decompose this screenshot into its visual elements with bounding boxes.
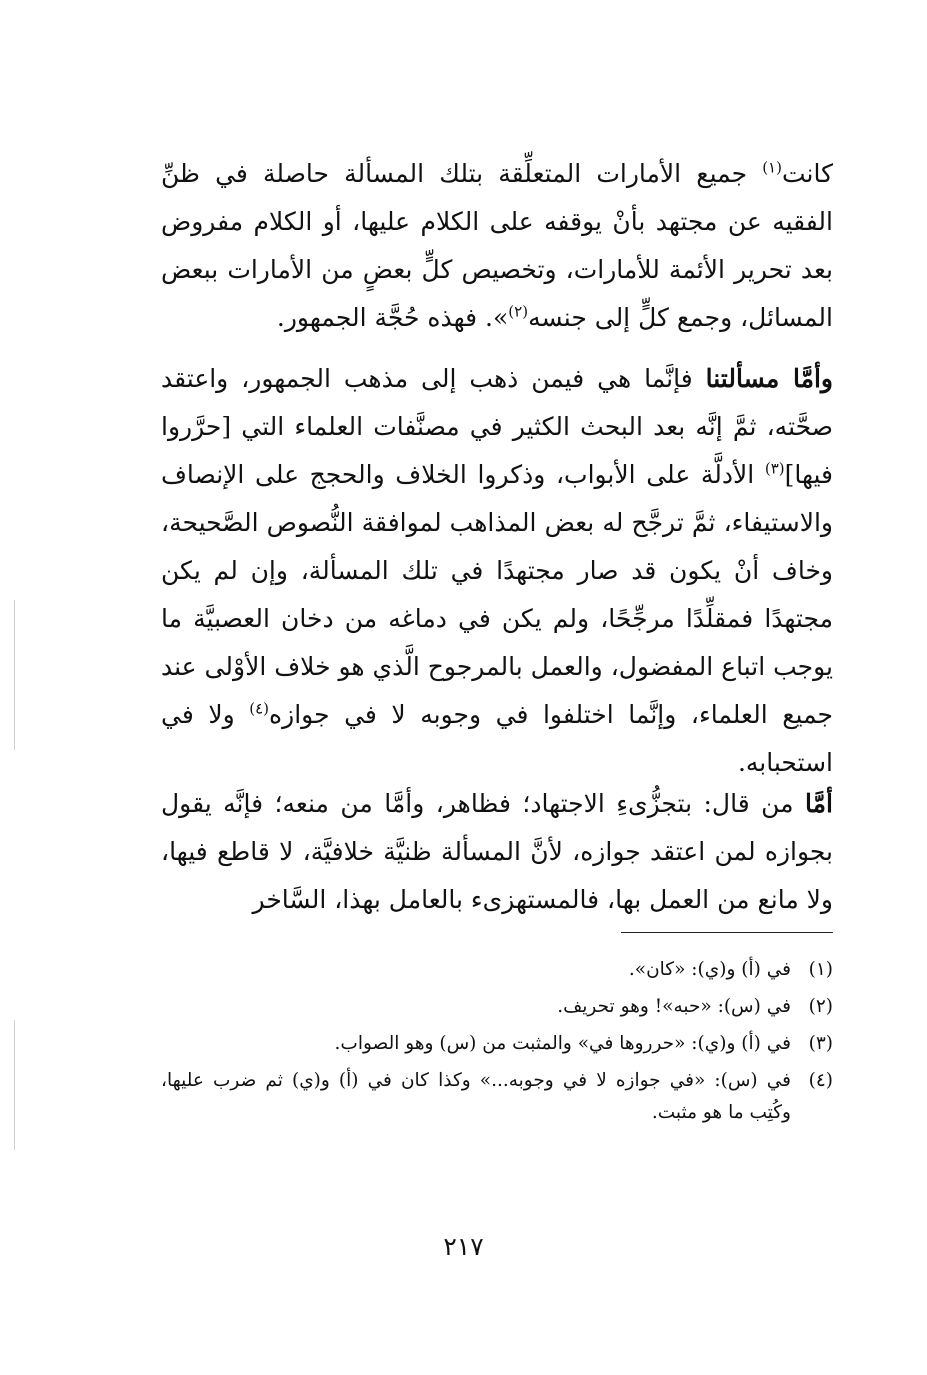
paragraph-lead: وأمَّا مسألتنا: [705, 364, 833, 393]
footnote-text: في (أ) و(ي): «حرروها في» والمثبت من (س) وهو الصواب.: [334, 1033, 791, 1054]
paragraph-text: جميع الأمارات المتعلِّقة بتلك المسألة حاصلة في ظنِّ الفقيه عن مجتهد بأنْ يوقفه على الكلام عليها، أو الكلام مفروض بعد تحرير الأئمة للأمارات، وتخصيص كلٍّ بعضٍ من الأمارات ببعض المسائل، وجمع كلٍّ إلى جنسه: [161, 159, 833, 332]
paragraph-text: فإنَّما هي فيمن ذهب إلى مذهب الجمهور، واعتقد صحَّته، ثمَّ إنَّه بعد البحث الكثير في مصنَّفات العلماء التي [حرَّروا فيها]: [161, 364, 833, 489]
footnote-ref-3: (٣): [764, 459, 785, 478]
footnote-item: [161, 1028, 833, 1060]
footnote-number: (٢): [808, 996, 833, 1017]
paragraph-text: الأدلَّة على الأبواب، وذكروا الخلاف والحجج على الإنصاف والاستيفاء، ثمَّ ترجَّح له بعض المذاهب لموافقة النُّصوص الصَّحيحة، وخاف أنْ يكون قد صار مجتهدًا في تلك المسألة، وإن لم يكن مجتهدًا فمقلِّدًا مرجِّحًا، ولم يكن في دماغه من دخان العصبيَّة ما يوجب اتباع المفضول، والعمل بالمرجوح الَّذي هو خلاف الأوْلى عند جميع العلماء، وإنَّما اختلفوا في وجوبه لا في جوازه: [161, 460, 833, 729]
footnote-text: في (س): «في جوازه لا في وجوبه...» وكذا كان في (أ) و(ي) ثم ضرب عليها، وكُتِب ما هو مثبت.: [161, 1070, 791, 1123]
paragraph-text: ». فهذه حُجَّة الجمهور.: [276, 303, 509, 332]
footnote-number: (٣): [808, 1033, 833, 1054]
scan-edge-mark: [14, 600, 15, 750]
paragraph-lead: أمَّا: [805, 789, 833, 818]
footnote-ref-1: (١): [762, 158, 782, 177]
footnote-item: [161, 1065, 833, 1129]
footnote-text: في (س): «حبه»! وهو تحريف.: [557, 996, 791, 1017]
footnote-ref-4: (٤): [249, 699, 270, 718]
footnote-item: [161, 991, 833, 1023]
paragraph-2: [161, 355, 833, 787]
footnote-ref-2: (٢): [508, 302, 529, 321]
footnote-item: [161, 954, 833, 986]
paragraph-1: [161, 150, 833, 342]
paragraph-3: [161, 780, 833, 924]
footnote-number: (٤): [808, 1070, 833, 1091]
paragraph-text: من قال: بتجزُّىءِ الاجتهاد؛ فظاهر، وأمَّا من منعه؛ فإنَّه يقول بجوازه لمن اعتقد جوازه، لأنَّ المسألة ظنيَّة خلافيَّة، لا قاطع فيها، ولا مانع من العمل بها، فالمستهزىء بالعامل بهذا، السَّاخر: [161, 789, 833, 914]
footnotes: [161, 954, 833, 1134]
page-number: ٢١٧: [443, 1232, 484, 1261]
paragraph-text: كانت: [781, 159, 833, 188]
footnote-separator: [621, 932, 833, 933]
footnote-number: (١): [808, 959, 833, 980]
footnote-text: في (أ) و(ي): «كان».: [628, 959, 791, 980]
scan-edge-mark: [14, 1020, 15, 1150]
paragraph-text: ولا في استحبابه.: [161, 700, 833, 777]
